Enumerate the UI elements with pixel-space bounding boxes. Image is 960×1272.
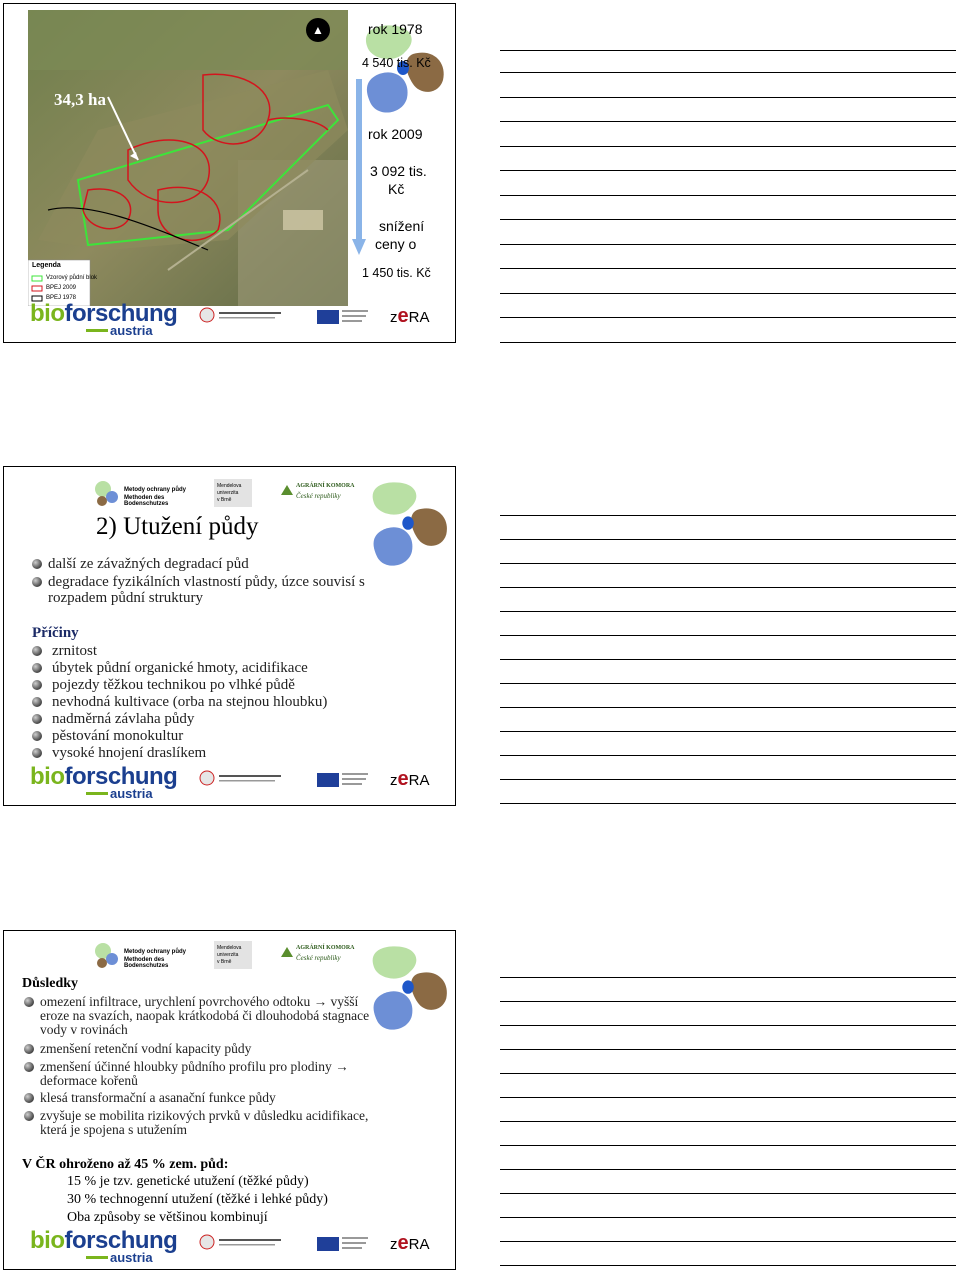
value-1978: 4 540 tis. Kč [362,56,431,70]
north-arrow-icon: ▲ [306,18,330,42]
ziel-logo-icon [199,769,283,787]
note-line [500,195,956,196]
down-arrow-icon [352,79,366,255]
note-line [500,1097,956,1098]
eu-flag-icon [317,773,339,787]
bullet-icon [32,646,42,656]
bullet-text: další ze závažných degradací půd [48,556,249,572]
zera-logo: zeRA [390,305,430,327]
note-line [500,563,956,564]
bullet-icon [32,663,42,673]
bullet-icon [32,680,42,690]
note-line [500,779,956,780]
cause-text: nadměrná závlaha půdy [52,711,195,727]
note-line [500,317,956,318]
note-line [500,268,956,269]
bioforschung-logo: bioforschung austria [30,763,178,801]
agrarian-chamber-logo: AGRÁRNÍ KOMORA České republiky [280,481,370,507]
cause-text: pěstování monokultur [52,728,184,744]
note-line [500,539,956,540]
consequence-text: omezení infiltrace, urychlení povrchového odtoku → vyšší [40,994,359,1009]
reduction-line1: snížení [379,218,425,234]
zera-logo: zeRA [390,768,430,790]
note-line [500,146,956,147]
note-line [500,1073,956,1074]
summary-line: 30 % technogenní utužení (těžké i lehké půdy) [67,1192,328,1207]
agrarian-chamber-logo: AGRÁRNÍ KOMORA České republiky [280,943,370,969]
legend-title: Legenda [32,262,61,269]
bullet-icon [32,731,42,741]
consequences-heading: Důsledky [22,976,79,991]
bullet-icon [24,997,34,1007]
year-1978: rok 1978 [368,21,423,37]
note-line [500,515,956,516]
methods-logo: Metody ochrany půdy Methoden des Bodenschutzes [92,479,210,509]
zera-logo: zeRA [390,1232,430,1254]
chamber-logo-icon [280,483,294,497]
reduction-value: 1 450 tis. Kč [362,266,431,280]
note-line [500,1001,956,1002]
decorative-blobs-icon [366,941,452,1037]
methods-logo-icon [92,479,122,509]
consequence-text: zvyšuje se mobilita rizikových prvků v důsledku acidifikace, [40,1108,369,1123]
bullet-icon [24,1044,34,1054]
bullet-icon [32,714,42,724]
cause-text: pojezdy těžkou technikou po vlhké půdě [52,677,295,693]
consequence-text: zmenšení retenční vodní kapacity půdy [40,1041,252,1056]
university-logo: Mendelova univerzita v Brně [214,479,252,507]
note-line [500,170,956,171]
note-line [500,1169,956,1170]
value-2009-line2: Kč [388,181,405,197]
consequence-text: která je spojena s utužením [40,1122,187,1137]
consequence-text: vody v rovinách [40,1022,128,1037]
note-line [500,659,956,660]
bullet-icon [24,1062,34,1072]
methods-logo: Metody ochrany půdy Methoden des Bodenschutzes [92,941,210,971]
note-line [500,635,956,636]
bullet-icon [32,748,42,758]
slide-2 [3,466,456,806]
year-2009: rok 2009 [368,126,423,142]
summary-heading: V ČR ohroženo až 45 % zem. půd: [22,1157,229,1172]
university-logo: Mendelova univerzita v Brně [214,941,252,969]
note-line [500,293,956,294]
bullet-icon [24,1093,34,1103]
ziel-logo-icon [199,306,283,324]
decorative-blobs-icon [366,477,452,573]
value-2009-line1: 3 092 tis. [370,163,427,179]
summary-line: Oba způsoby se většinou kombinují [67,1210,268,1225]
note-line [500,50,956,51]
reduction-line2: ceny o [375,236,417,252]
note-line [500,97,956,98]
legend-item-1: Vzorový půdní blok [46,275,98,281]
bioforschung-logo: bioforschung austria [30,300,178,338]
note-line [500,803,956,804]
note-line [500,611,956,612]
note-line [500,977,956,978]
slide-footer [4,302,455,342]
map-area-label: 34,3 ha [54,90,106,109]
note-line [500,1241,956,1242]
bullet-icon [32,697,42,707]
ziel-logo-icon [199,1233,283,1251]
note-line [500,1265,956,1266]
note-line [500,731,956,732]
legend-item-3: BPEJ 1978 [46,295,77,301]
eu-flag-icon [317,1237,339,1251]
eu-text-icon [342,771,370,789]
slide-footer [4,1229,455,1269]
slide-1 [3,3,456,343]
cause-text: vysoké hnojení draslíkem [52,745,207,761]
note-line [500,1049,956,1050]
note-line [500,755,956,756]
cause-text: úbytek půdní organické hmoty, acidifikace [52,660,308,676]
slide-title: 2) Utužení půdy [96,513,259,540]
eu-flag-icon [317,310,339,324]
chamber-logo-icon [280,945,294,959]
note-line [500,121,956,122]
bullet-icon [32,577,42,587]
slide-footer [4,765,455,805]
note-line [500,244,956,245]
consequence-text: deformace kořenů [40,1073,138,1088]
bullet-text: rozpadem půdní struktury [48,590,203,606]
note-line [500,683,956,684]
slide-3 [3,930,456,1270]
note-line [500,342,956,343]
eu-text-icon [342,308,370,326]
note-line [500,1025,956,1026]
note-line [500,1145,956,1146]
aerial-map [28,10,348,306]
note-line [500,219,956,220]
cause-text: nevhodná kultivace (orba na stejnou hloubku) [52,694,328,710]
note-line [500,1193,956,1194]
bioforschung-logo: bioforschung austria [30,1227,178,1265]
bullet-text: degradace fyzikálních vlastností půdy, úzce souvisí s [48,574,365,590]
note-line [500,1217,956,1218]
note-line [500,707,956,708]
consequence-text: zmenšení účinné hloubky půdního profilu pro plodiny → [40,1059,349,1074]
summary-line: 15 % je tzv. genetické utužení (těžké půdy) [67,1174,309,1189]
note-line [500,587,956,588]
cause-text: zrnitost [52,643,97,659]
consequence-text: klesá transformační a asanační funkce půdy [40,1090,276,1105]
legend-item-2: BPEJ 2009 [46,285,77,291]
bullet-icon [32,559,42,569]
note-line [500,72,956,73]
eu-text-icon [342,1235,370,1253]
bullet-icon [24,1111,34,1121]
causes-heading: Příčiny [32,625,79,641]
note-line [500,1121,956,1122]
methods-logo-icon [92,941,122,971]
consequence-text: eroze na svazích, naopak krátkodobá či dlouhodobá stagnace [40,1008,370,1023]
